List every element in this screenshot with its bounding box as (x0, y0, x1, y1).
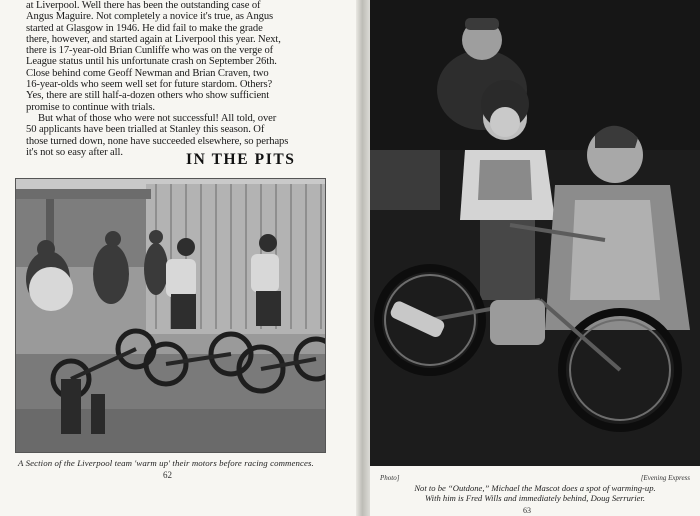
book-gutter (356, 0, 370, 516)
caption-line: With him is Fred Wills and immediately behind, Doug Serrurier. (425, 493, 645, 503)
text-line: Angus Maguire. Not completely a novice it's true, as Angus (26, 11, 274, 23)
page-number-right: 63 (523, 506, 531, 515)
text-line: there is 17-year-old Brian Cunliffe who was on the verge of (26, 45, 274, 57)
text-line: started at Glasgow in 1946. He did fail to make the grade (26, 22, 263, 34)
text-line: promise to continue with trials. (26, 101, 155, 113)
text-line: 50 applicants have been trialled at Stanley this season. Of (26, 124, 265, 136)
text-line: Yes, there are still half-a-dozen others who show sufficient (26, 90, 270, 102)
text-line: there, however, and started again at Liverpool this year. Next, (26, 33, 281, 45)
text-line: at Liverpool. Well there has been the outstanding case of (26, 0, 261, 11)
section-heading: IN THE PITS (186, 151, 296, 168)
mascot-photo (370, 0, 700, 466)
photo-credit-label: Photo] (380, 474, 400, 482)
text-line: it's not so easy after all. (26, 146, 123, 158)
page-number-left: 62 (163, 470, 172, 480)
photo-credit-source: [Evening Express (640, 474, 690, 482)
right-page (370, 0, 700, 516)
text-line: 16-year-olds who seem well set for future stardom. Others? (26, 79, 273, 91)
mascot-photo-illustration (370, 0, 700, 466)
text-line: But what of those who were not successful! All told, over (38, 112, 277, 124)
mascot-photo-caption (370, 483, 700, 503)
pits-photo-illustration (16, 179, 326, 453)
text-line: League status until his unfortunate crash on September 26th. (26, 56, 277, 68)
pits-photo (15, 178, 326, 453)
text-line: those turned down, none have succeeded elsewhere, so perhaps (26, 135, 289, 147)
article-text (26, 0, 342, 158)
article-paragraph-1 (26, 0, 342, 113)
text-line: Close behind come Geoff Newman and Brian Craven, two (26, 67, 269, 79)
caption-line: Not to be “Outdone,” Michael the Mascot does a spot of warming-up. (414, 483, 656, 493)
pits-photo-caption: A Section of the Liverpool team 'warm up' their motors before racing commences. (18, 458, 314, 468)
